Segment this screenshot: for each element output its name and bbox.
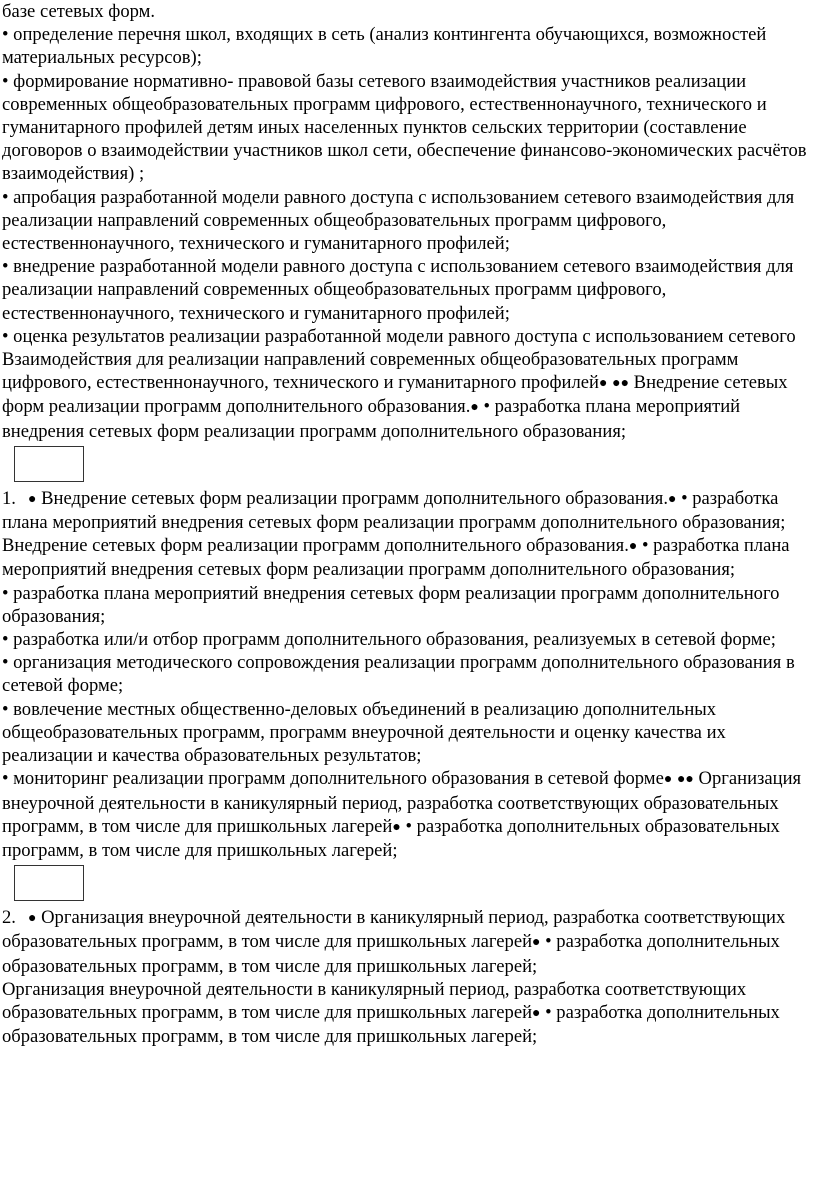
checkbox-placeholder xyxy=(14,446,84,482)
bullet-text: • разработка плана мероприятий внедрения сетевых форм реализации программ дополнительного образования; xyxy=(2,535,790,581)
bullet-text: • оценка результатов реализации разработанной модели равного доступа с использованием сетевого Взаимодействия для реализации направлений современных общеобразовательных программ цифрового, естественнонаучного, технического и гуманитарного профилей xyxy=(2,325,796,394)
bullet-text: • разработка дополнительных образовательных программ, в том числе для пришкольных лагерей; xyxy=(2,1001,780,1048)
list-item-text: • разработка дополнительных образовательных программ, в том числе для пришкольных лагерей; xyxy=(2,931,780,977)
list-number: 1. xyxy=(2,487,16,509)
list-number: 2. xyxy=(2,907,16,929)
bullet-paragraph: • организация методического сопровождения реализации программ дополнительного образования в сетевой форме; xyxy=(2,652,795,697)
bullet-icon: ● xyxy=(628,539,638,555)
bullet-paragraph: • формирование нормативно- правовой базы сетевого взаимодействия участников реализации современных общеобразовательных программ цифрового, естественнонаучного, технического и гуманитарного профилей детям иных населенных пунктов сельских территории (составление договоров о взаимодействии участников школ сети, обеспечение финансово-экономических расчётов взаимодействия) ; xyxy=(2,70,807,185)
list-item-text: • разработка плана мероприятий внедрения сетевых форм реализации программ дополнительного образования; xyxy=(2,487,786,534)
bullet-text: Внедрение сетевых форм реализации программ дополнительного образования. xyxy=(2,535,629,557)
list-item-text: Внедрение сетевых форм реализации программ дополнительного образования. xyxy=(36,487,668,509)
bullet-icon: ● xyxy=(392,819,401,835)
bullet-icon: ● xyxy=(532,935,541,951)
bullet-icon: ● xyxy=(663,772,673,788)
bullet-text: Организация внеурочной деятельности в каникулярный период, разработка соответствующих образовательных программ, в том числе для пришкольных лагерей xyxy=(2,768,802,837)
bullet-text: Организация внеурочной деятельности в каникулярный период, разработка соответствующих образовательных программ, в том числе для пришкольных лагерей xyxy=(2,978,747,1023)
text-paragraph xyxy=(2,978,814,1049)
bullet-paragraph: • внедрение разработанной модели равного доступа с использованием сетевого взаимодействия для реализации направлений современных общеобразовательных программ цифрового, естественнонаучного, технического и гуманитарного профилей; xyxy=(2,256,794,324)
bullet-paragraph: • определение перечня школ, входящих в сеть (анализ контингента обучающихся, возможностей материальных ресурсов); xyxy=(2,24,767,69)
numbered-list-item xyxy=(2,906,814,978)
numbered-list-item xyxy=(2,487,814,534)
bullet-paragraph: • апробация разработанной модели равного доступа с использованием сетевого взаимодействия для реализации направлений современных общеобразовательных программ цифрового, естественнонаучного, технического и гуманитарного профилей; xyxy=(2,186,795,255)
bullet-icon: ●● xyxy=(676,772,694,788)
bullet-paragraph: • разработка плана мероприятий внедрения сетевых форм реализации программ дополнительного образования; xyxy=(2,582,780,627)
bullet-paragraph: • вовлечение местных общественно-деловых объединений в реализацию дополнительных общеобразовательных программ, программ внеурочной деятельности и оценку качества их реализации и качества образовательных результатов; xyxy=(2,698,726,767)
text-line: базе сетевых форм. xyxy=(2,1,156,22)
bullet-icon: ●● xyxy=(612,376,630,392)
bullet-icon: ● xyxy=(470,400,479,416)
checkbox-placeholder xyxy=(14,865,84,901)
text-paragraph xyxy=(2,534,814,581)
bullet-icon: ● xyxy=(598,376,608,392)
bullet-paragraph xyxy=(2,767,814,862)
bullet-text: • мониторинг реализации программ дополнительного образования в сетевой форме xyxy=(2,768,664,790)
bullet-text: Внедрение сетевых форм реализации программ дополнительного образования. xyxy=(2,372,788,418)
bullet-icon: ● xyxy=(28,911,37,927)
bullet-icon: ● xyxy=(667,491,677,507)
bullet-text: • разработка дополнительных образовательных программ, в том числе для пришкольных лагерей; xyxy=(2,815,780,861)
bullet-icon: ● xyxy=(28,491,37,507)
bullet-paragraph: • разработка или/и отбор программ дополнительного образования, реализуемых в сетевой форме; xyxy=(2,629,776,651)
bullet-paragraph xyxy=(2,325,814,443)
bullet-icon: ● xyxy=(532,1005,541,1021)
list-item-text: Организация внеурочной деятельности в каникулярный период, разработка соответствующих образовательных программ, в том числе для пришкольных лагерей xyxy=(2,907,786,953)
bullet-text: • разработка плана мероприятий внедрения сетевых форм реализации программ дополнительного образования; xyxy=(2,396,741,442)
